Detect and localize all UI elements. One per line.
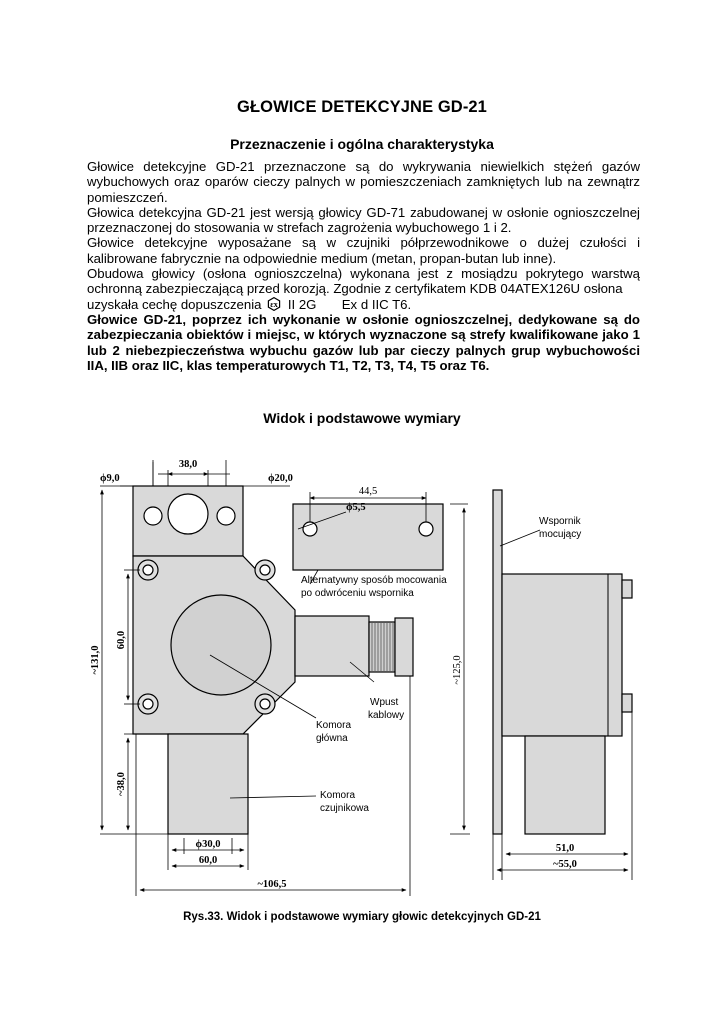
sensor-side [525,736,605,834]
ex-hexagon-icon [267,297,281,311]
paragraph-2: Głowica detekcyjna GD-21 jest wersją głowicy GD-71 zabudowanej w osłonie ognioszczelnej przeznaczonej do stosowania w strefach zagrożenia wybuchowego 1 i 2. [87,204,640,236]
cable-gland-body [295,616,369,676]
cable-gland-thread [369,622,395,672]
dim-phi30: ϕ30,0 [195,839,221,850]
section-heading-purpose: Przeznaczenie i ogólna charakterystyka [230,136,494,152]
dim-phi5-5: ϕ5,5 [346,502,366,513]
dim-125: ~125,0 [452,655,463,685]
dim-60-vertical: 60,0 [116,630,127,650]
dim-38-vertical: ~38,0 [116,772,127,796]
hinge-bottom [622,694,632,712]
dim-38: 38,0 [178,459,198,470]
dim-131: ~131,0 [90,645,101,675]
cert-group: II 2G [287,296,317,312]
label-alt-mount-1: Alternatywny sposób mocowania [301,575,447,586]
paragraph-1: Głowice detekcyjne GD-21 przeznaczone są do wykrywania niewielkich stężeń gazów wybuchowych oraz oparów cieczy palnych w pomieszczeniach zamkniętych lub na zewnątrz pomieszczeń. [87,159,640,205]
mount-hole-right [217,507,235,525]
label-alt-mount-2: po odwróceniu wspornika [301,588,414,599]
page-title: GŁOWICE DETEKCYJNE GD-21 [237,98,487,116]
mount-hole-left [144,507,162,525]
mount-hole-center [168,494,208,534]
svg-text:εx: εx [270,299,278,309]
sensor-chamber [168,734,248,834]
cert-prefix: uzyskała cechę dopuszczenia [87,296,262,312]
label-main-chamber-1: Komora [316,720,352,731]
dim-60-horizontal: 60,0 [198,855,218,866]
bolt-bottom-right [255,694,275,714]
section-heading-dimensions: Widok i podstawowe wymiary [263,410,461,426]
dim-51: 51,0 [555,843,575,854]
body-text [87,159,640,373]
cert-marking: Ex d IIC T6. [341,296,412,312]
bracket-side [493,490,502,834]
chamber-side [502,574,622,736]
main-chamber-cover [171,595,271,695]
label-bracket-2: mocujący [539,529,582,540]
paragraph-3: Głowice detekcyjne wyposażane są w czujniki półprzewodnikowe o dużej czułości i kalibrowane fabrycznie na odpowiednie medium (metan, propan-butan lub inne). [87,235,640,266]
certificate-line [87,297,640,312]
dim-55: ~55,0 [553,859,577,870]
label-sensor-chamber-2: czujnikowa [320,803,369,814]
dim-106-5: ~106,5 [257,879,287,890]
bolt-top-left [138,560,158,580]
dim-phi9: ϕ9,0 [100,473,120,484]
dim-44-5: 44,5 [358,486,378,497]
label-main-chamber-2: główna [316,733,348,744]
bolt-top-right [255,560,275,580]
label-gland-2: kablowy [368,710,405,721]
bolt-bottom-left [138,694,158,714]
hinge-top [622,580,632,598]
label-gland-1: Wpust [370,697,399,708]
label-sensor-chamber-1: Komora [320,790,356,801]
paragraph-bold: Głowice GD-21, poprzez ich wykonanie w osłonie ognioszczelnej, dedykowane są do zabezpieczania obiektów i miejsc, w których wyznaczone są strefy kwalifikowane jako 1 lub 2 niebezpieczeństwa wybuchu gazów lub par cieczy palnych grup wybuchowości IIA, IIB oraz IIC, klas temperaturowych T1, T2, T3, T4, T5 oraz T6. [87,311,640,373]
alternative-bracket [293,504,443,570]
paragraph-4: Obudowa głowicy (osłona ognioszczelna) wykonana jest z mosiądzu pokrytego warstwą ochronną zabezpieczającą przed korozją. Zgodnie z certyfikatem KDB 04ATEX126U osłona [87,266,640,297]
figure-caption: Rys.33. Widok i podstawowe wymiary głowic detekcyjnych GD-21 [183,911,541,923]
side-view [493,490,632,834]
technical-drawing [80,450,650,905]
dim-phi20: ϕ20,0 [268,473,293,484]
label-bracket-1: Wspornik [539,516,581,527]
cable-gland-nut [395,618,413,676]
